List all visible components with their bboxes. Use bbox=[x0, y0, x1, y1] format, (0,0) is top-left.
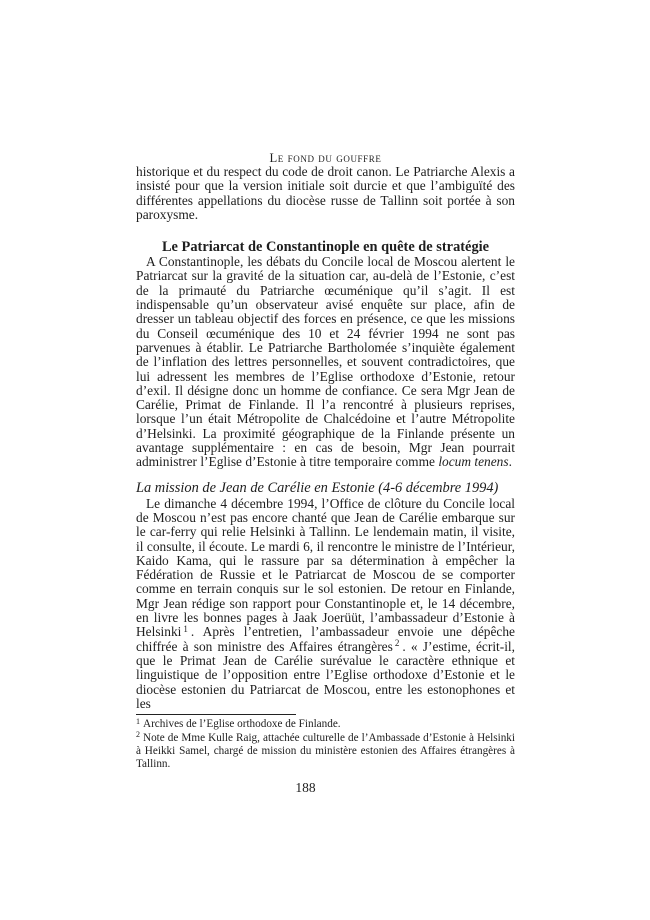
footnote-reference-2: 2 bbox=[394, 638, 400, 649]
footnote-marker-2: 2 bbox=[136, 730, 140, 739]
footnote-separator bbox=[136, 714, 296, 715]
paragraph-text: . Après l’entretien, l’ambassadeur envoie une dépêche chiffrée à son ministre des Affaires étrangères bbox=[136, 624, 515, 654]
paragraph-text: Le dimanche 4 décembre 1994, l’Office de clôture du Concile local de Moscou n’est pas encore chanté que Jean de Carélie embarque sur le car-ferry qui relie Helsinki à Tallinn. Le lendemain matin, il visite, il consulte, il écoute. Le mardi 6, il rencontre le ministre de l’Intérieur, Kaido Kama, qui le rassure par sa détermination à empêcher la Fédération de Russie et le Patriarcat de Moscou de se comporter comme en terrain conquis sur le sol estonien. De retour en Finlande, Mgr Jean rédige son rapport pour Constantinople et, le 14 décembre, en livre les bonnes pages à Jaak Joerüüt, l’ambassadeur d’Estonie à Helsinki bbox=[136, 495, 515, 640]
footnote-1 bbox=[136, 718, 515, 731]
footnote-reference-1: 1 bbox=[183, 623, 188, 634]
running-head: Le fond du gouffre bbox=[269, 151, 382, 165]
page-number: 188 bbox=[295, 779, 316, 795]
latin-phrase: locum tenens bbox=[438, 454, 509, 470]
paragraph-end: . bbox=[508, 454, 512, 470]
footnotes bbox=[136, 718, 515, 772]
text-block bbox=[136, 152, 515, 795]
paragraph-text: . « J’estime, écrit-il, que le Primat Jean de Carélie surévalue le caractère ethnique et linguistique de l’opposition entre l’Eglise orthodoxe d’Estonie et le diocèse estonien du Patriarcat de Moscou, entre les estonophones et les bbox=[136, 638, 516, 711]
paragraph-continuation: historique et du respect du code de droit canon. Le Patriarche Alexis a insisté pour que la version initiale soit durcie et que l’ambiguïté des différentes appellations du diocèse russe de Tallinn soit portée à son paroxysme. bbox=[136, 164, 515, 222]
paragraph-constantinople bbox=[136, 255, 515, 469]
paragraph-mission bbox=[136, 497, 515, 711]
paragraph-text: A Constantinople, les débats du Concile local de Moscou alertent le Patriarcat sur la gravité de la situation car, au-delà de l’Estonie, c’est de la primauté du Patriarche œcuménique qu’il s’agit. Il est indispensable qu’un observateur avisé enquête sur place, afin de dresser un tableau objectif des forces en présence, ce que les missions du Conseil œcuménique des 10 et 24 février 1994 ne sont pas parvenues à établir. Le Patriarche Bartholomée s’inquiète également de l’inflation des lettres personnelles, et souvent contradictoires, que lui adressent les membres de l’Eglise orthodoxe d’Estonie, retour d’exil. Il désigne donc un homme de confiance. Ce sera Mgr Jean de Carélie, Primat de Finlande. Il l’a rencontré à plusieurs reprises, lorsque l’un était Métropolite de Chalcédoine et l’autre Métropolite d’Helsinki. La proximité géographique de la Finlande présente un avantage supplémentaire : en cas de besoin, Mgr Jean pourrait administrer l’Eglise d’Estonie à titre temporaire comme bbox=[136, 254, 515, 470]
footnote-text: Archives de l’Eglise orthodoxe de Finlande. bbox=[143, 718, 341, 731]
section-heading: Le Patriarcat de Constantinople en quête de stratégie bbox=[161, 239, 490, 256]
footnote-2 bbox=[136, 732, 515, 772]
footnote-text: Note de Mme Kulle Raig, attachée culturelle de l’Ambassade d’Estonie à Helsinki à Heikki Samel, chargé de mission du ministère estonien des Affaires étrangères à Tallinn. bbox=[136, 731, 515, 771]
subsection-heading: La mission de Jean de Carélie en Estonie (4-6 décembre 1994) bbox=[136, 479, 499, 496]
footnote-marker-1: 1 bbox=[136, 716, 140, 726]
